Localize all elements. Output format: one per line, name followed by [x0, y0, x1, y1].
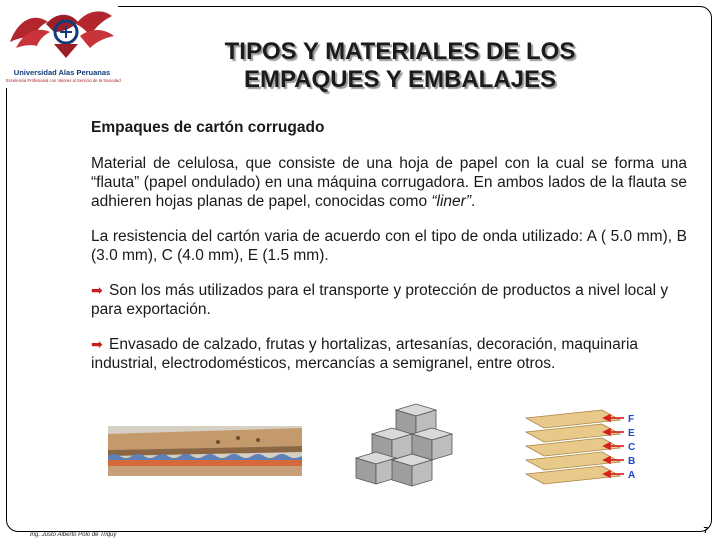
bullet-text-applications: Envasado de calzado, frutas y hortalizas, artesanías, decoración, maquinaria industrial, electrodomésticos, mercancías a semigranel, entre otros.: [91, 336, 639, 372]
flute-label-c: C: [628, 442, 636, 453]
flute-label-b: B: [628, 456, 636, 467]
definition-paragraph: [91, 154, 687, 211]
slide-title-line-2: EMPAQUES Y EMBALAJES: [243, 66, 557, 93]
arrow-bullet-icon: ➡: [91, 336, 103, 352]
bullet-item-applications: [91, 335, 687, 373]
footer-author: Ing. Justo Alberto Polo de Triquy: [30, 532, 117, 538]
liner-term: “liner”: [431, 193, 471, 210]
condor-emblem-icon: [4, 2, 118, 66]
bullet-text-usage: Son los más utilizados para el transporte y protección de productos a nivel local y para exportación.: [91, 282, 669, 318]
page-number: 7: [703, 526, 708, 535]
slide-title-line-1: TIPOS Y MATERIALES DE LOS: [224, 38, 576, 65]
flute-types-image: [524, 406, 654, 488]
resistance-paragraph: La resistencia del cartón varia de acuerdo con el tipo de onda utilizado: A ( 5.0 mm), B (3.0 mm), C (4.0 mm), E (1.5 mm).: [91, 228, 687, 264]
bullet-item-usage: [91, 281, 687, 319]
corrugated-board-image: [108, 426, 302, 476]
flute-label-e: E: [628, 428, 635, 439]
arrow-bullet-icon: ➡: [91, 282, 103, 298]
illustrations-row: [100, 400, 660, 490]
definition-end: .: [471, 193, 476, 210]
slide-body: [91, 118, 687, 389]
section-heading: Empaques de cartón corrugado: [91, 119, 325, 136]
flute-label-f: F: [628, 414, 635, 425]
slide-title: [150, 38, 650, 94]
definition-text: Material de celulosa, que consiste de una hoja de papel con la cual se forma una “flauta” (papel ondulado) en una máquina corrugadora. En ambos lados de la flauta se adhieren hojas planas de papel, conocidas como: [91, 155, 687, 210]
university-name: Universidad Alas Peruanas: [13, 68, 111, 77]
university-tagline: Excelencia Profesional con Valores al Servicio de la Sociedad: [6, 78, 121, 83]
flute-label-a: A: [628, 470, 636, 481]
stacked-boxes-image: [352, 402, 470, 488]
university-logo: [4, 2, 121, 88]
